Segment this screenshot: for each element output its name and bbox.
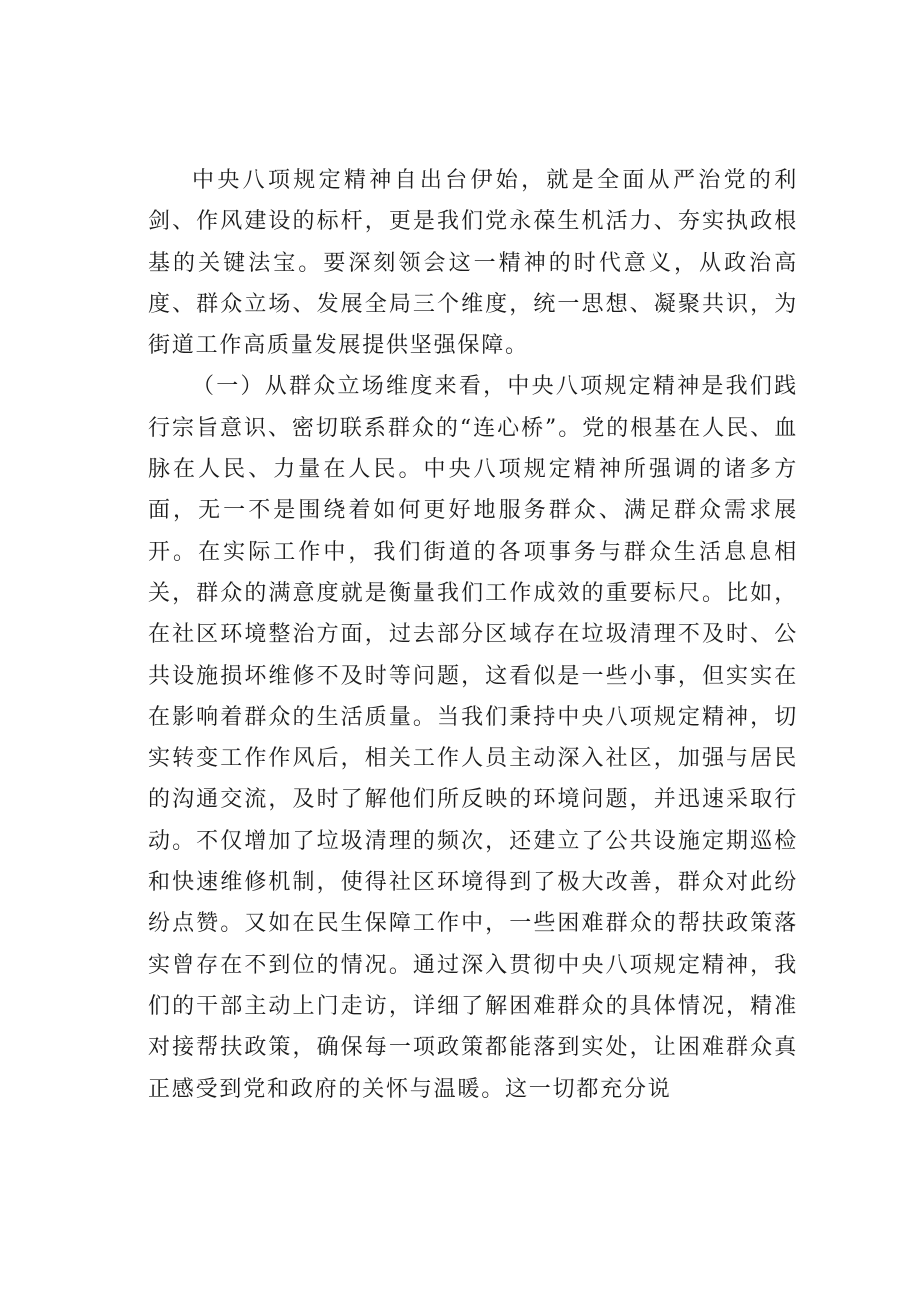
paragraph-intro: 中央八项规定精神自出台伊始，就是全面从严治党的利剑、作风建设的标杆，更是我们党永葆生机活力、夯实执政根基的关键法宝。要深刻领会这一精神的时代意义，从政治高度、群众立场、发展全局三个维度，统一思想、凝聚共识，为街道工作高质量发展提供坚强保障。	[148, 168, 798, 359]
paragraph-section-one: （一）从群众立场维度来看，中央八项规定精神是我们践行宗旨意识、密切联系群众的“连心桥”。党的根基在人民、血脉在人民、力量在人民。中央八项规定精神所强调的诸多方面，无一不是围绕着如何更好地服务群众、满足群众需求展开。在实际工作中，我们街道的各项事务与群众生活息息相关，群众的满意度就是衡量我们工作成效的重要标尺。比如，在社区环境整治方面，过去部分区域存在垃圾清理不及时、公共设施损坏维修不及时等问题，这看似是一些小事，但实实在在影响着群众的生活质量。当我们秉持中央八项规定精神，切实转变工作作风后，相关工作人员主动深入社区，加强与居民的沟通交流，及时了解他们所反映的环境问题，并迅速采取行动。不仅增加了垃圾清理的频次，还建立了公共设施定期巡检和快速维修机制，使得社区环境得到了极大改善，群众对此纷纷点赞。又如在民生保障工作中，一些困难群众的帮扶政策落实曾存在不到位的情况。通过深入贯彻中央八项规定精神，我们的干部主动上门走访，详细了解困难群众的具体情况，精准对接帮扶政策，确保每一项政策都能落到实处，让困难群众真正感受到党和政府的关怀与温暖。这一切都充分说	[148, 374, 798, 1102]
document-body	[148, 160, 798, 1110]
